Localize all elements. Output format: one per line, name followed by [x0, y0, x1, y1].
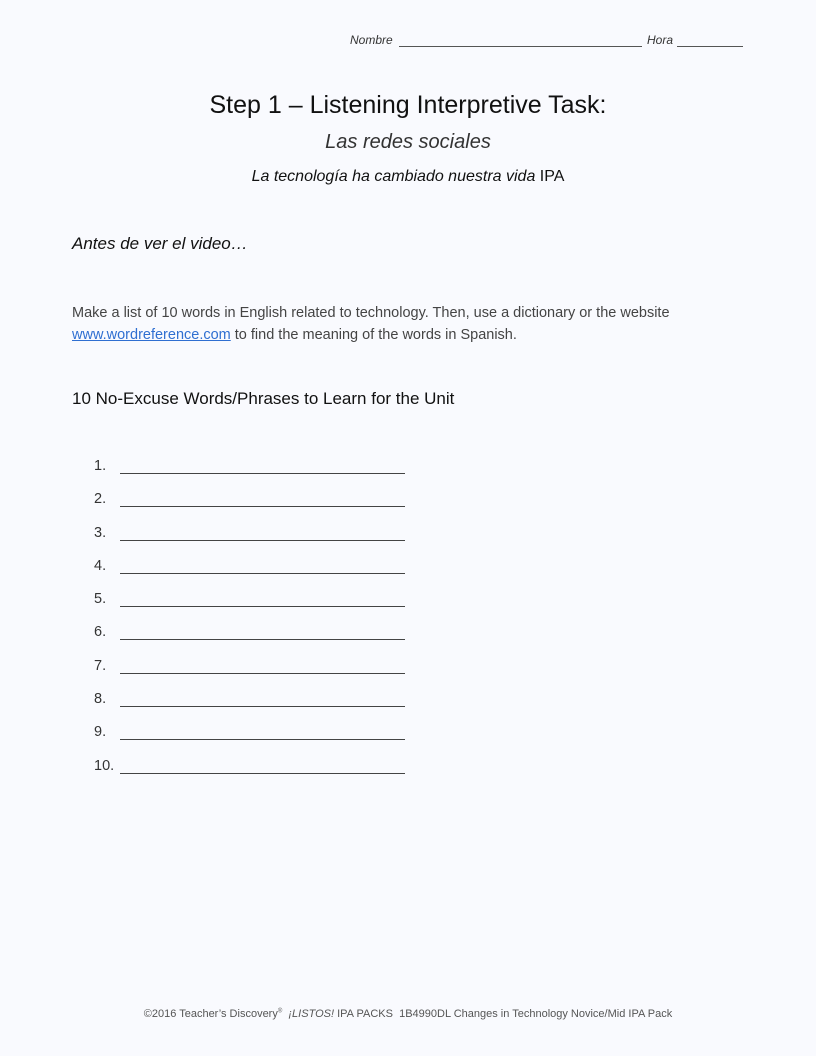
answer-blank[interactable]	[120, 473, 405, 474]
list-number: 3.	[94, 524, 107, 541]
list-number: 8.	[94, 691, 107, 708]
registered-mark: ®	[277, 1008, 283, 1015]
answer-blank[interactable]	[120, 506, 405, 507]
page-subtitle: Las redes sociales	[325, 131, 491, 153]
answer-blank[interactable]	[120, 739, 405, 740]
list-heading: 10 No-Excuse Words/Phrases to Learn for the Unit	[72, 389, 455, 408]
hour-label: Hora	[647, 33, 674, 47]
footer-packs: IPA PACKS	[337, 1008, 393, 1020]
wordreference-link[interactable]: www.wordreference.com	[72, 327, 231, 343]
footer-product: 1B4990DL Changes in Technology Novice/Mid IPA Pack	[399, 1008, 673, 1020]
name-hour-header	[350, 33, 743, 49]
ipa-title-italic: La tecnología ha cambiado nuestra vida	[251, 168, 536, 185]
instructions	[72, 302, 752, 346]
section-heading: Antes de ver el video…	[72, 234, 248, 253]
footer-copyright: ©2016 Teacher’s Discovery	[143, 1008, 278, 1020]
list-item	[94, 689, 414, 722]
ipa-title-suffix: IPA	[539, 168, 565, 185]
list-item	[94, 456, 414, 489]
list-number: 9.	[94, 724, 107, 741]
list-item	[94, 523, 414, 556]
answer-blank[interactable]	[120, 573, 405, 574]
list-number: 2.	[94, 491, 107, 508]
hour-field-line[interactable]	[677, 46, 743, 47]
answer-blank[interactable]	[120, 639, 405, 640]
answer-blank[interactable]	[120, 773, 405, 774]
answer-blank[interactable]	[120, 706, 405, 707]
list-number: 1.	[94, 458, 107, 474]
ipa-title	[0, 168, 816, 186]
list-number: 4.	[94, 557, 107, 574]
instructions-text-2: to find the meaning of the words in Spanish.	[234, 327, 517, 343]
list-number: 6.	[94, 624, 107, 641]
page-title: Step 1 – Listening Interpretive Task:	[209, 91, 607, 119]
instructions-text-1: Make a list of 10 words in English related to technology. Then, use a dictionary or the website	[72, 305, 670, 321]
footer-brand: ¡LISTOS!	[288, 1008, 335, 1020]
list-item	[94, 622, 414, 655]
list-item	[94, 589, 414, 622]
list-item	[94, 722, 414, 755]
answer-blank[interactable]	[120, 606, 405, 607]
list-item	[94, 489, 414, 522]
answer-blank[interactable]	[120, 673, 405, 674]
list-item	[94, 656, 414, 689]
list-item	[94, 756, 414, 789]
name-label: Nombre	[350, 33, 393, 47]
list-number: 5.	[94, 591, 107, 608]
word-blank-list	[94, 456, 414, 789]
list-number: 10.	[94, 757, 115, 774]
page-footer	[0, 1008, 816, 1020]
name-field-line[interactable]	[399, 46, 642, 47]
answer-blank[interactable]	[120, 540, 405, 541]
list-item	[94, 556, 414, 589]
list-number: 7.	[94, 657, 107, 674]
